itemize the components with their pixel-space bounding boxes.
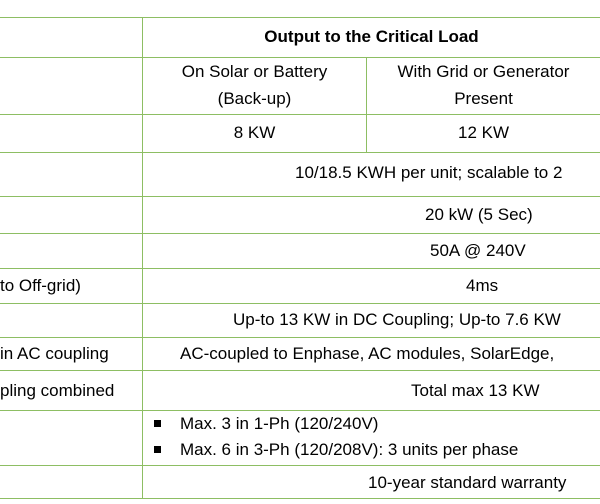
transfer-label: to Off-grid) bbox=[0, 276, 81, 295]
row-divider bbox=[0, 370, 600, 371]
row-divider bbox=[0, 114, 600, 115]
ac-coupling-label: in AC coupling bbox=[0, 344, 109, 363]
bullet-icon bbox=[154, 420, 161, 427]
table-border-bottom bbox=[0, 498, 600, 499]
row-divider bbox=[0, 152, 600, 153]
breaker-value: 50A @ 240V bbox=[430, 241, 526, 260]
power-grid-value: 12 KW bbox=[457, 123, 510, 142]
combined-value: Total max 13 KW bbox=[411, 381, 540, 400]
output-header: Output to the Critical Load bbox=[264, 27, 479, 46]
row-divider bbox=[0, 57, 600, 58]
power-solar-value: 8 KW bbox=[233, 123, 276, 142]
row-divider bbox=[0, 465, 600, 466]
list-item-text: Max. 3 in 1-Ph (120/240V) bbox=[180, 414, 379, 433]
parallel-units-list bbox=[150, 411, 518, 463]
ac-coupling-value: AC-coupled to Enphase, AC modules, SolarEdge, bbox=[180, 344, 555, 363]
list-item bbox=[150, 411, 518, 437]
col-header-solar-line2: (Back-up) bbox=[217, 89, 292, 108]
combined-label: pling combined bbox=[0, 381, 115, 400]
row-divider bbox=[0, 337, 600, 338]
list-item-text: Max. 6 in 3-Ph (120/208V): 3 units per phase bbox=[180, 440, 519, 459]
list-item bbox=[150, 437, 518, 463]
row-divider bbox=[0, 196, 600, 197]
dc-coupling-value: Up-to 13 KW in DC Coupling; Up-to 7.6 KW bbox=[233, 310, 561, 329]
transfer-value: 4ms bbox=[466, 276, 499, 295]
row-divider bbox=[0, 303, 600, 304]
col-header-grid-line2: Present bbox=[454, 89, 513, 108]
row-divider bbox=[0, 268, 600, 269]
bullet-icon bbox=[154, 446, 161, 453]
capacity-value: 10/18.5 KWH per unit; scalable to 2 bbox=[295, 163, 563, 182]
col-header-grid-line1: With Grid or Generator bbox=[397, 62, 570, 81]
surge-value: 20 kW (5 Sec) bbox=[425, 205, 533, 224]
row-divider bbox=[0, 233, 600, 234]
table-border-top bbox=[0, 17, 600, 18]
warranty-value: 10-year standard warranty bbox=[368, 473, 567, 492]
col-header-solar-line1: On Solar or Battery bbox=[181, 62, 328, 81]
